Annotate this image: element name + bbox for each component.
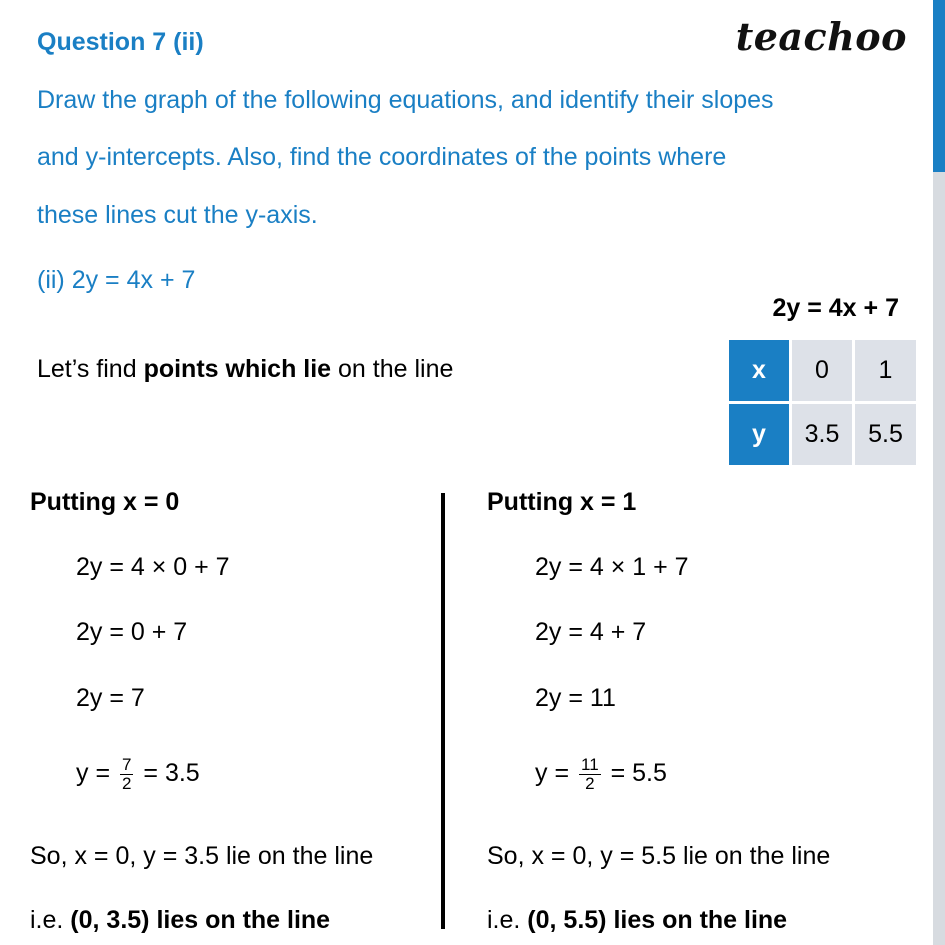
- table-row-y: [729, 404, 916, 465]
- left-ie-line: i.e. (0, 3.5) lies on the line: [30, 906, 331, 934]
- sidebar-accent-bar: [933, 0, 945, 172]
- column-divider: [441, 493, 445, 929]
- values-table: [726, 337, 919, 468]
- right-heading: Putting x = 1: [487, 488, 637, 516]
- right-step-3: 2y = 11: [535, 684, 616, 712]
- right-step-2: 2y = 4 + 7: [535, 618, 647, 646]
- table-cell: 3.5: [792, 404, 852, 465]
- left-step-1: 2y = 4 × 0 + 7: [76, 553, 230, 581]
- sidebar-scroll-track: [933, 172, 945, 945]
- question-line-3: these lines cut the y-axis.: [37, 201, 318, 229]
- table-header-x: x: [729, 340, 789, 401]
- teachoo-logo: teachoo: [735, 14, 907, 59]
- left-heading: Putting x = 0: [30, 488, 180, 516]
- intro-text: Let’s find points which lie on the line: [37, 355, 454, 383]
- table-cell: 0: [792, 340, 852, 401]
- question-title: Question 7 (ii): [37, 28, 204, 56]
- right-step-1: 2y = 4 × 1 + 7: [535, 553, 689, 581]
- right-conclusion: So, x = 0, y = 5.5 lie on the line: [487, 842, 831, 870]
- left-conclusion: So, x = 0, y = 3.5 lie on the line: [30, 842, 374, 870]
- left-step-2: 2y = 0 + 7: [76, 618, 188, 646]
- table-row-x: [729, 340, 916, 401]
- table-title: 2y = 4x + 7: [772, 294, 899, 322]
- fraction: $\frac{11}{2}$: [581, 755, 599, 793]
- left-step-3: 2y = 7: [76, 684, 145, 712]
- fraction: $\frac{7}{2}$: [122, 755, 132, 793]
- table-cell: 1: [855, 340, 916, 401]
- question-line-1: Draw the graph of the following equations, and identify their slopes: [37, 86, 774, 114]
- question-part: (ii) 2y = 4x + 7: [37, 266, 196, 294]
- table-cell: 5.5: [855, 404, 916, 465]
- right-ie-line: i.e. (0, 5.5) lies on the line: [487, 906, 788, 934]
- table-header-y: y: [729, 404, 789, 465]
- right-final-equation: y = $\frac{11}{2}$ = 5.5: [535, 755, 667, 793]
- question-line-2: and y-intercepts. Also, find the coordinates of the points where: [37, 143, 727, 171]
- left-final-equation: y = $\frac{7}{2}$ = 3.5: [76, 755, 200, 793]
